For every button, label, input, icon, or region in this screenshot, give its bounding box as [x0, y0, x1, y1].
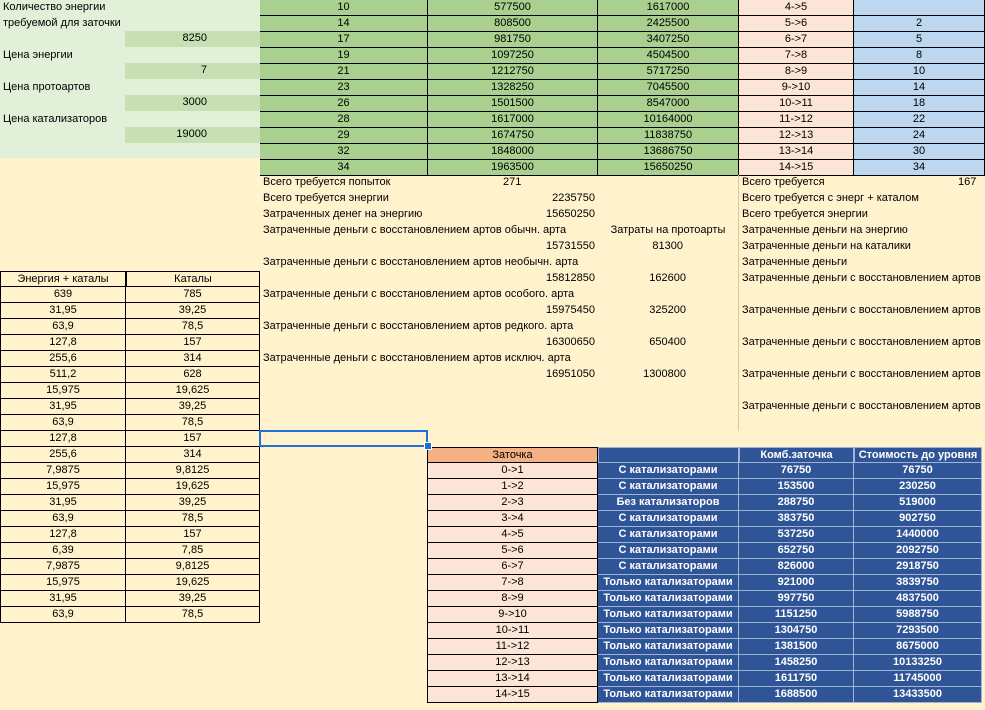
uncommon-art-label: Затраченные деньги с восстановлением артов необычн. арта [263, 256, 579, 268]
sharpen-mode-cell[interactable]: Только катализаторами [598, 607, 739, 623]
attempts-label: Всего требуется попыток [263, 176, 391, 188]
top-table-level-cell[interactable]: 6->7 [739, 32, 854, 48]
top-table-level-cell[interactable]: 13->14 [739, 144, 854, 160]
right-line-9: Затраченные деньги с восстановлением артов [742, 368, 981, 380]
left-table-energy-cell[interactable]: 63,9 [0, 319, 126, 335]
sharpen-level-cell[interactable]: 6->7 [427, 559, 598, 575]
top-table-energy-cell[interactable]: 577500 [428, 0, 598, 16]
sharpen-combo-cell[interactable]: 288750 [739, 495, 854, 511]
top-table-energy-cell[interactable]: 1501500 [428, 96, 598, 112]
exclusive-art-proto[interactable]: 1300800 [643, 368, 686, 380]
left-table-catalyst-cell[interactable]: 785 [126, 287, 260, 303]
sharpen-combo-cell[interactable]: 997750 [739, 591, 854, 607]
common-art-value[interactable]: 15731550 [546, 240, 595, 252]
sharpen-cumulative-cell[interactable]: 3839750 [854, 575, 982, 591]
left-table-energy-cell[interactable]: 255,6 [0, 447, 126, 463]
special-art-value[interactable]: 15975450 [546, 304, 595, 316]
top-table-catalysts-cell[interactable]: 14 [854, 80, 985, 96]
exclusive-art-label: Затраченные деньги с восстановлением артов исключ. арта [263, 352, 571, 364]
left-table-catalyst-cell[interactable]: 628 [126, 367, 260, 383]
top-table-attempts-cell[interactable]: 23 [260, 80, 428, 96]
energy-money-label: Затраченных денег на энергию [263, 208, 423, 220]
rare-art-proto[interactable]: 650400 [649, 336, 686, 348]
sharpen-level-cell[interactable]: 8->9 [427, 591, 598, 607]
top-table-catalysts-cell[interactable]: 8 [854, 48, 985, 64]
left-table-catalyst-cell[interactable]: 78,5 [126, 319, 260, 335]
sharpen-mode-cell[interactable]: С катализаторами [598, 527, 739, 543]
top-table-level-cell[interactable]: 8->9 [739, 64, 854, 80]
top-table-attempts-cell[interactable]: 28 [260, 112, 428, 128]
top-table-money-cell[interactable]: 10164000 [598, 112, 739, 128]
left-table-catalyst-cell[interactable]: 9,8125 [126, 559, 260, 575]
left-table-catalyst-cell[interactable]: 7,85 [126, 543, 260, 559]
left-table-header: Каталы [126, 271, 260, 287]
top-table-money-cell[interactable]: 3407250 [598, 32, 739, 48]
top-table-catalysts-cell[interactable]: 24 [854, 128, 985, 144]
left-table-catalyst-cell[interactable]: 78,5 [126, 607, 260, 623]
sharpen-cumulative-cell[interactable]: 1440000 [854, 527, 982, 543]
top-table-money-cell[interactable]: 1617000 [598, 0, 739, 16]
sharpen-level-cell[interactable]: 5->6 [427, 543, 598, 559]
left-table-catalyst-cell[interactable]: 39,25 [126, 495, 260, 511]
left-table-energy-cell[interactable]: 511,2 [0, 367, 126, 383]
top-table-attempts-cell[interactable]: 19 [260, 48, 428, 64]
top-table-energy-cell[interactable]: 808500 [428, 16, 598, 32]
left-table-energy-cell[interactable]: 127,8 [0, 335, 126, 351]
left-table-header: Энергия + каталы [0, 271, 126, 287]
top-table-attempts-cell[interactable]: 10 [260, 0, 428, 16]
top-table-money-cell[interactable]: 13686750 [598, 144, 739, 160]
param-energy-label-2: требуемой для заточки [3, 17, 121, 29]
left-table-catalyst-cell[interactable]: 39,25 [126, 399, 260, 415]
sharpen-cumulative-cell[interactable]: 11745000 [854, 671, 982, 687]
top-table-money-cell[interactable]: 11838750 [598, 128, 739, 144]
param-catalyst-price-value[interactable]: 19000 [125, 127, 260, 143]
top-table-attempts-cell[interactable]: 21 [260, 64, 428, 80]
sharpen-mode-cell[interactable]: С катализаторами [598, 479, 739, 495]
left-table-energy-cell[interactable]: 15,975 [0, 479, 126, 495]
special-art-proto[interactable]: 325200 [649, 304, 686, 316]
top-table-level-cell[interactable]: 7->8 [739, 48, 854, 64]
top-table-money-cell[interactable]: 5717250 [598, 64, 739, 80]
param-energy-price-label: Цена энергии [3, 49, 73, 61]
right-total-value[interactable]: 167 [958, 176, 977, 188]
top-table-money-cell[interactable]: 2425500 [598, 16, 739, 32]
left-table-energy-cell[interactable]: 31,95 [0, 399, 126, 415]
left-table-catalyst-cell[interactable]: 19,625 [126, 575, 260, 591]
exclusive-art-value[interactable]: 16951050 [546, 368, 595, 380]
top-table-attempts-cell[interactable]: 29 [260, 128, 428, 144]
left-table-catalyst-cell[interactable]: 314 [126, 351, 260, 367]
sharpen-level-cell[interactable]: 14->15 [427, 687, 598, 703]
energy-total-value[interactable]: 2235750 [552, 192, 595, 204]
sharpen-header-level: Заточка [427, 447, 598, 463]
top-table-energy-cell[interactable]: 1212750 [428, 64, 598, 80]
right-line-8: Затраченные деньги с восстановлением артов [742, 336, 981, 348]
right-line-2: Всего требуется энергии [742, 208, 868, 220]
sharpen-cumulative-cell[interactable]: 2918750 [854, 559, 982, 575]
sharpen-mode-cell[interactable]: Без катализаторов [598, 495, 739, 511]
left-table-energy-cell[interactable]: 127,8 [0, 431, 126, 447]
sharpen-combo-cell[interactable]: 1611750 [739, 671, 854, 687]
sharpen-level-cell[interactable]: 1->2 [427, 479, 598, 495]
top-table-energy-cell[interactable]: 1674750 [428, 128, 598, 144]
top-table-catalysts-cell[interactable]: 18 [854, 96, 985, 112]
top-table-energy-cell[interactable]: 1097250 [428, 48, 598, 64]
left-table-catalyst-cell[interactable]: 78,5 [126, 511, 260, 527]
sharpen-combo-cell[interactable]: 153500 [739, 479, 854, 495]
top-table-catalysts-cell[interactable]: 30 [854, 144, 985, 160]
left-table-catalyst-cell[interactable]: 78,5 [126, 415, 260, 431]
sharpen-cumulative-cell[interactable]: 4837500 [854, 591, 982, 607]
sharpen-level-cell[interactable]: 4->5 [427, 527, 598, 543]
column-divider [738, 175, 739, 431]
sharpen-level-cell[interactable]: 0->1 [427, 463, 598, 479]
top-table-catalysts-cell[interactable] [854, 0, 985, 16]
protoart-header: Затраты на протоарты [610, 224, 726, 236]
top-table-catalysts-cell[interactable]: 22 [854, 112, 985, 128]
top-table-level-cell[interactable]: 12->13 [739, 128, 854, 144]
top-table-level-cell[interactable]: 9->10 [739, 80, 854, 96]
left-table-energy-cell[interactable]: 31,95 [0, 303, 126, 319]
uncommon-art-value[interactable]: 15812850 [546, 272, 595, 284]
sharpen-level-cell[interactable]: 13->14 [427, 671, 598, 687]
attempts-value[interactable]: 271 [503, 176, 522, 188]
top-table-catalysts-cell[interactable]: 2 [854, 16, 985, 32]
top-table-level-cell[interactable]: 14->15 [739, 160, 854, 176]
left-table-catalyst-cell[interactable]: 157 [126, 335, 260, 351]
sharpen-mode-cell[interactable]: С катализаторами [598, 463, 739, 479]
sharpen-mode-cell[interactable]: Только катализаторами [598, 575, 739, 591]
energy-total-label: Всего требуется энергии [263, 192, 389, 204]
left-table-energy-cell[interactable]: 7,9875 [0, 463, 126, 479]
sharpen-combo-cell[interactable]: 537250 [739, 527, 854, 543]
left-table-catalyst-cell[interactable]: 39,25 [126, 591, 260, 607]
sharpen-cumulative-cell[interactable]: 519000 [854, 495, 982, 511]
sharpen-combo-cell[interactable]: 383750 [739, 511, 854, 527]
top-table-attempts-cell[interactable]: 26 [260, 96, 428, 112]
sharpen-mode-cell[interactable]: Только катализаторами [598, 655, 739, 671]
common-art-label: Затраченные деньги с восстановлением артов обычн. арта [263, 224, 567, 236]
sharpen-combo-cell[interactable]: 1304750 [739, 623, 854, 639]
right-line-3: Затраченные деньги на энергию [742, 224, 908, 236]
sharpen-cumulative-cell[interactable]: 76750 [854, 463, 982, 479]
left-table-catalyst-cell[interactable]: 157 [126, 431, 260, 447]
top-table-energy-cell[interactable]: 1848000 [428, 144, 598, 160]
left-table-energy-cell[interactable]: 63,9 [0, 607, 126, 623]
param-protoart-price-value[interactable]: 3000 [125, 95, 260, 111]
sharpen-mode-cell[interactable]: С катализаторами [598, 559, 739, 575]
left-table-energy-cell[interactable]: 639 [0, 287, 126, 303]
right-line-7: Затраченные деньги с восстановлением артов [742, 304, 981, 316]
sharpen-mode-cell[interactable]: Только катализаторами [598, 639, 739, 655]
sharpen-header-mode [598, 447, 739, 463]
top-table-level-cell[interactable]: 11->12 [739, 112, 854, 128]
uncommon-art-proto[interactable]: 162600 [649, 272, 686, 284]
sharpen-mode-cell[interactable]: Только катализаторами [598, 687, 739, 703]
left-table-energy-cell[interactable]: 31,95 [0, 495, 126, 511]
left-table-catalyst-cell[interactable]: 19,625 [126, 383, 260, 399]
sharpen-mode-cell[interactable]: Только катализаторами [598, 623, 739, 639]
top-table-attempts-cell[interactable]: 14 [260, 16, 428, 32]
sharpen-level-cell[interactable]: 10->11 [427, 623, 598, 639]
right-line-5: Затраченные деньги [742, 256, 848, 268]
left-table-energy-cell[interactable]: 31,95 [0, 591, 126, 607]
right-line-10: Затраченные деньги с восстановлением артов [742, 400, 981, 412]
top-table-level-cell[interactable]: 10->11 [739, 96, 854, 112]
sharpen-cumulative-cell[interactable]: 8675000 [854, 639, 982, 655]
sharpen-level-cell[interactable]: 7->8 [427, 575, 598, 591]
sharpen-level-cell[interactable]: 2->3 [427, 495, 598, 511]
sharpen-mode-cell[interactable]: С катализаторами [598, 511, 739, 527]
param-energy-value[interactable]: 8250 [125, 31, 260, 47]
top-table-money-cell[interactable]: 4504500 [598, 48, 739, 64]
sharpen-mode-cell[interactable]: С катализаторами [598, 543, 739, 559]
param-energy-price-value[interactable]: 7 [125, 63, 260, 79]
top-table-catalysts-cell[interactable]: 5 [854, 32, 985, 48]
sharpen-cumulative-cell[interactable]: 2092750 [854, 543, 982, 559]
left-table-catalyst-cell[interactable]: 9,8125 [126, 463, 260, 479]
sharpen-combo-cell[interactable]: 1458250 [739, 655, 854, 671]
top-table-attempts-cell[interactable]: 17 [260, 32, 428, 48]
right-line-6: Затраченные деньги с восстановлением артов [742, 272, 981, 284]
param-protoart-price-label: Цена протоартов [3, 81, 91, 93]
top-table-energy-cell[interactable]: 981750 [428, 32, 598, 48]
right-line-1: Всего требуется с энерг + каталом [742, 192, 919, 204]
left-table-energy-cell[interactable]: 63,9 [0, 415, 126, 431]
sharpen-cumulative-cell[interactable]: 10133250 [854, 655, 982, 671]
sharpen-header-combo: Комб.заточка [739, 447, 854, 463]
sharpen-combo-cell[interactable]: 921000 [739, 575, 854, 591]
sharpen-mode-cell[interactable]: Только катализаторами [598, 591, 739, 607]
sharpen-combo-cell[interactable]: 826000 [739, 559, 854, 575]
sharpen-combo-cell[interactable]: 76750 [739, 463, 854, 479]
top-table-level-cell[interactable]: 5->6 [739, 16, 854, 32]
left-table-energy-cell[interactable]: 15,975 [0, 575, 126, 591]
sharpen-combo-cell[interactable]: 1151250 [739, 607, 854, 623]
left-table-catalyst-cell[interactable]: 157 [126, 527, 260, 543]
top-table-attempts-cell[interactable]: 32 [260, 144, 428, 160]
sharpen-header-cumulative: Стоимость до уровня [854, 447, 982, 463]
top-table-energy-cell[interactable]: 1328250 [428, 80, 598, 96]
left-table-energy-cell[interactable]: 63,9 [0, 511, 126, 527]
sharpen-level-cell[interactable]: 3->4 [427, 511, 598, 527]
sharpen-cumulative-cell[interactable]: 7293500 [854, 623, 982, 639]
sharpen-cumulative-cell[interactable]: 230250 [854, 479, 982, 495]
left-table-energy-cell[interactable]: 15,975 [0, 383, 126, 399]
left-table-energy-cell[interactable]: 6,39 [0, 543, 126, 559]
right-line-4: Затраченные деньги на каталики [742, 240, 911, 252]
sharpen-combo-cell[interactable]: 652750 [739, 543, 854, 559]
active-cell-selection[interactable] [259, 430, 428, 447]
top-table-level-cell[interactable]: 4->5 [739, 0, 854, 16]
left-table-catalyst-cell[interactable]: 39,25 [126, 303, 260, 319]
left-table-energy-cell[interactable]: 255,6 [0, 351, 126, 367]
sharpen-level-cell[interactable]: 9->10 [427, 607, 598, 623]
sharpen-mode-cell[interactable]: Только катализаторами [598, 671, 739, 687]
left-table-energy-cell[interactable]: 127,8 [0, 527, 126, 543]
sharpen-cumulative-cell[interactable]: 5988750 [854, 607, 982, 623]
left-table-catalyst-cell[interactable]: 19,625 [126, 479, 260, 495]
top-table-energy-cell[interactable]: 1617000 [428, 112, 598, 128]
rare-art-value[interactable]: 16300650 [546, 336, 595, 348]
sharpen-combo-cell[interactable]: 1381500 [739, 639, 854, 655]
sharpen-level-cell[interactable]: 12->13 [427, 655, 598, 671]
right-total-label: Всего требуется [742, 176, 825, 188]
sharpen-level-cell[interactable]: 11->12 [427, 639, 598, 655]
special-art-label: Затраченные деньги с восстановлением артов особого. арта [263, 288, 575, 300]
top-table-catalysts-cell[interactable]: 34 [854, 160, 985, 176]
param-catalyst-price-label: Цена катализаторов [3, 113, 108, 125]
param-energy-label-1: Количество энергии [3, 1, 106, 13]
top-table-attempts-cell[interactable]: 34 [260, 160, 428, 176]
sharpen-cumulative-cell[interactable]: 13433500 [854, 687, 982, 703]
top-table-energy-cell[interactable]: 1963500 [428, 160, 598, 176]
left-table-energy-cell[interactable]: 7,9875 [0, 559, 126, 575]
sharpen-cumulative-cell[interactable]: 902750 [854, 511, 982, 527]
rare-art-label: Затраченные деньги с восстановлением артов редкого. арта [263, 320, 574, 332]
top-table-money-cell[interactable]: 8547000 [598, 96, 739, 112]
top-table-catalysts-cell[interactable]: 10 [854, 64, 985, 80]
fill-handle[interactable] [424, 442, 432, 450]
top-table-money-cell[interactable]: 15650250 [598, 160, 739, 176]
common-art-proto[interactable]: 81300 [652, 240, 683, 252]
energy-money-value[interactable]: 15650250 [546, 208, 595, 220]
top-table-money-cell[interactable]: 7045500 [598, 80, 739, 96]
sharpen-combo-cell[interactable]: 1688500 [739, 687, 854, 703]
left-table-catalyst-cell[interactable]: 314 [126, 447, 260, 463]
